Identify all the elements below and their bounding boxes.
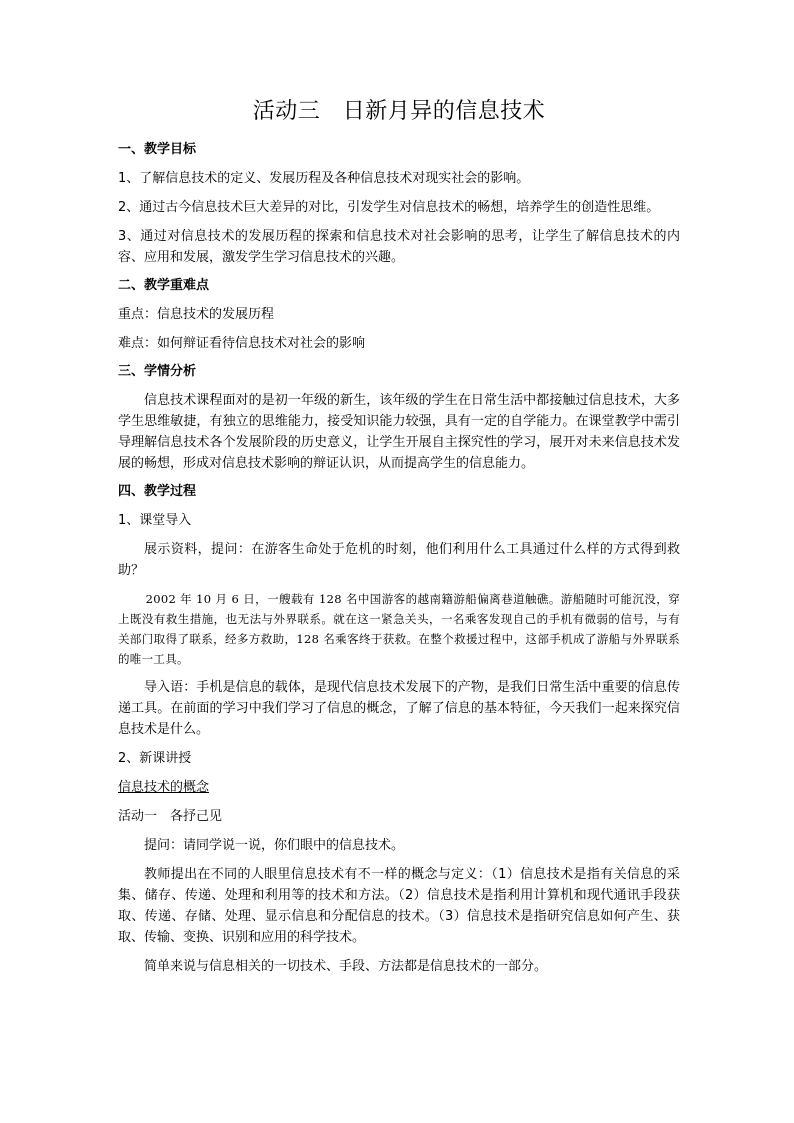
- section-heading-key-points: 二、教学重难点: [118, 278, 210, 293]
- section-heading-analysis: 三、学情分析: [118, 364, 197, 379]
- difficult-point: 难点：如何辩证看待信息技术对社会的影响: [118, 336, 366, 351]
- objective-item: 1、了解信息技术的定义、发展历程及各种信息技术对现实社会的影响。: [118, 171, 530, 186]
- objective-item: 2、通过古今信息技术巨大差异的对比，引发学生对信息技术的畅想，培养学生的创造性思维。: [118, 200, 660, 215]
- news-quote: 2002 年 10 月 6 日，一艘载有 128 名中国游客的越南籍游船偏离巷道触礁。游船随时可能沉没，穿上既没有救生措施，也无法与外界联系。就在这一紧急关头，一名乘客发现自己的手机有微弱的信号，与有关部门取得了联系，经多方救助，128 名乘客终于获救。在整个救援过程中，这部手机成了游船与外界联系的唯一工具。: [118, 592, 680, 666]
- document-body: [118, 96, 680, 985]
- show-material-paragraph: 展示资料，提问：在游客生命处于危机的时刻，他们利用什么工具通过什么样的方式得到救助？: [118, 542, 680, 578]
- lead-in-paragraph: 导入语：手机是信息的载体，是现代信息技术发展下的产物，是我们日常生活中重要的信息传递工具。在前面的学习中我们学习了信息的概念，了解了信息的基本特征，今天我们一起来探究信息技术是什么。: [118, 680, 680, 737]
- objective-item: 3、通过对信息技术的发展历程的探索和信息技术对社会影响的思考，让学生了解信息技术的内容、应用和发展，激发学生学习信息技术的兴趣。: [118, 229, 680, 265]
- section-heading-process: 四、教学过程: [118, 484, 197, 499]
- summary-paragraph: 简单来说与信息相关的一切技术、手段、方法都是信息技术的一部分。: [144, 959, 548, 974]
- definition-paragraph: 教师提出在不同的人眼里信息技术有不一样的概念与定义：（1）信息技术是指有关信息的采集、储存、传递、处理和利用等的技术和方法。（2）信息技术是指利用计算机和现代通讯手段获取、传递、存储、处理、显示信息和分配信息的技术。（3）信息技术是指研究信息如何产生、获取、传输、变换、识别和应用的科学技术。: [118, 867, 680, 945]
- key-point: 重点：信息技术的发展历程: [118, 307, 275, 322]
- section-heading-objectives: 一、教学目标: [118, 142, 197, 157]
- page-title: 活动三 日新月异的信息技术: [252, 99, 546, 124]
- analysis-paragraph: 信息技术课程面对的是初一年级的新生，该年级的学生在日常生活中都接触过信息技术，大多学生思维敏捷，有独立的思维能力，接受知识能力较强，具有一定的自学能力。在课堂教学中需引导理解信息技术各个发展阶段的历史意义，让学生开展自主探究性的学习，展开对未来信息技术发展的畅想，形成对信息技术影响的辩证认识，从而提高学生的信息能力。: [118, 393, 680, 471]
- concept-heading: 信息技术的概念: [118, 780, 210, 795]
- subsection-intro: 1、课堂导入: [118, 513, 192, 528]
- activity-heading: 活动一 各抒己见: [118, 809, 223, 824]
- subsection-new-lesson: 2、新课讲授: [118, 751, 192, 766]
- question-paragraph: 提问：请同学说一说，你们眼中的信息技术。: [144, 838, 405, 853]
